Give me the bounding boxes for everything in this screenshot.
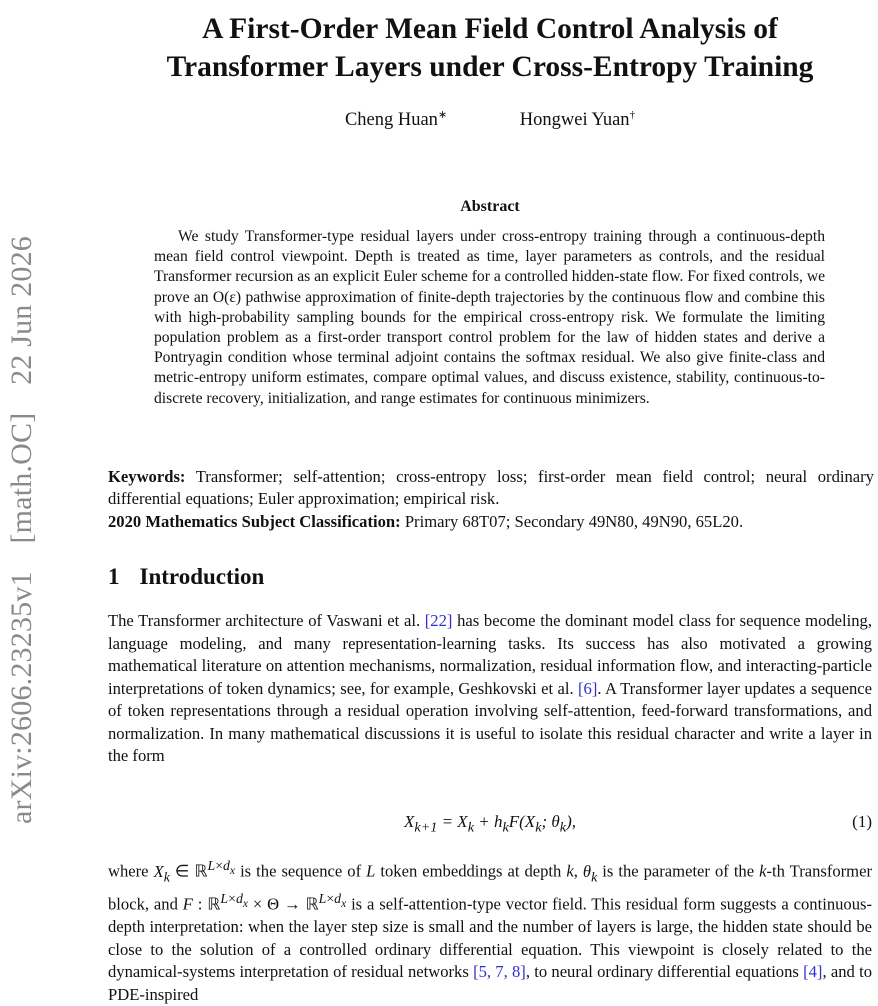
equation-number: (1) [852,812,872,831]
citation-link[interactable]: [6] [578,678,598,698]
author-list [108,108,872,131]
title-line-1: A First-Order Mean Field Control Analysis of [202,13,778,45]
msc-classification: 2020 Mathematics Subject Classification: Primary 68T07; Secondary 49N80, 49N90, 65L20. [108,512,744,531]
abstract-heading: Abstract [460,198,520,215]
equation-1 [108,812,872,836]
author-2: Hongwei Yuan† [519,109,636,131]
citation-link[interactable]: [5, 7, 8] [473,962,526,982]
author-1: Cheng Huan∗ [344,109,448,131]
citation-link[interactable]: [4] [803,962,823,982]
arxiv-identifier-stamp [5,120,45,940]
title-line-2: Transformer Layers under Cross-Entropy Training [166,51,814,83]
arxiv-id: arXiv:2606.23235v1 [5,571,38,824]
paper-title [108,10,872,86]
arxiv-category: [math.OC] [5,412,38,544]
arxiv-date: 22 Jun 2026 [5,236,38,385]
abstract-body: We study Transformer-type residual layers under cross-entropy training through a continuous-depth mean field control viewpoint. Depth is treated as time, layer parameters as controls, and the residual Transformer recursion as an explicit Euler scheme for a controlled hidden-state flow. For fixed controls, we prove an O(ε) pathwise approximation of finite-depth trajectories by the continuous flow and combine this with high-probability sampling bounds for the empirical cross-entropy risk. We formulate the limiting population problem as a first-order transport control problem for the law of hidden states and derive a Pontryagin condition whose terminal adjoint contains the softmax residual. We also give finite-class and metric-entropy uniform estimates, compare optimal values, and discuss existence, stability, continuous-to-discrete recovery, initialization, and range estimates for continuous minimizers. [154,228,825,407]
intro-paragraph-2: where $X_k$ ∈ ℝ$^{L\times d_x}$ is the sequence of L token embeddings at depth k, $\theta_k$ is the parameter of the k-th Transformer block, and F : ℝ$^{L\times d_x}$ × Θ → ℝ$^{L\times d_x}$ is a self-attention-type vector field. This residual form suggests a continuous-depth interpretation: when the layer step size is small and the number of layers is large, the hidden state should be close to the solution of a controlled ordinary differential equation. This viewpoint is closely related to the dynamical-systems interpretation of residual networks [5, 7, 8], to neural ordinary differential equations [4], and to PDE-inspired [108,858,872,1004]
section-heading: 1 Introduction [108,564,265,589]
citation-link[interactable]: [22] [424,611,453,630]
equation-body: $X_{k+1} = X_k + h_kF(X_k$; $\theta_k$), [404,812,576,836]
intro-paragraph-1: The Transformer architecture of Vaswani et al. [22] has become the dominant model class for sequence modeling, language modeling, and many representation-learning tasks. Its success has also motivated a growing mathematical literature on attention mechanisms, normalization, residual information flow, and interacting-particle interpretations of token dynamics; see, for example, Geshkovski et al. [6]. A Transformer layer updates a sequence of token representations through a residual operation involving self-attention, feed-forward transformations, and normalization. In many mathematical discussions it is useful to isolate this residual character and write a layer in the form [108,611,872,765]
keywords: Keywords: Transformer; self-attention; cross-entropy loss; first-order mean field control; neural ordinary differential equations; Euler approximation; empirical risk. [108,467,874,508]
